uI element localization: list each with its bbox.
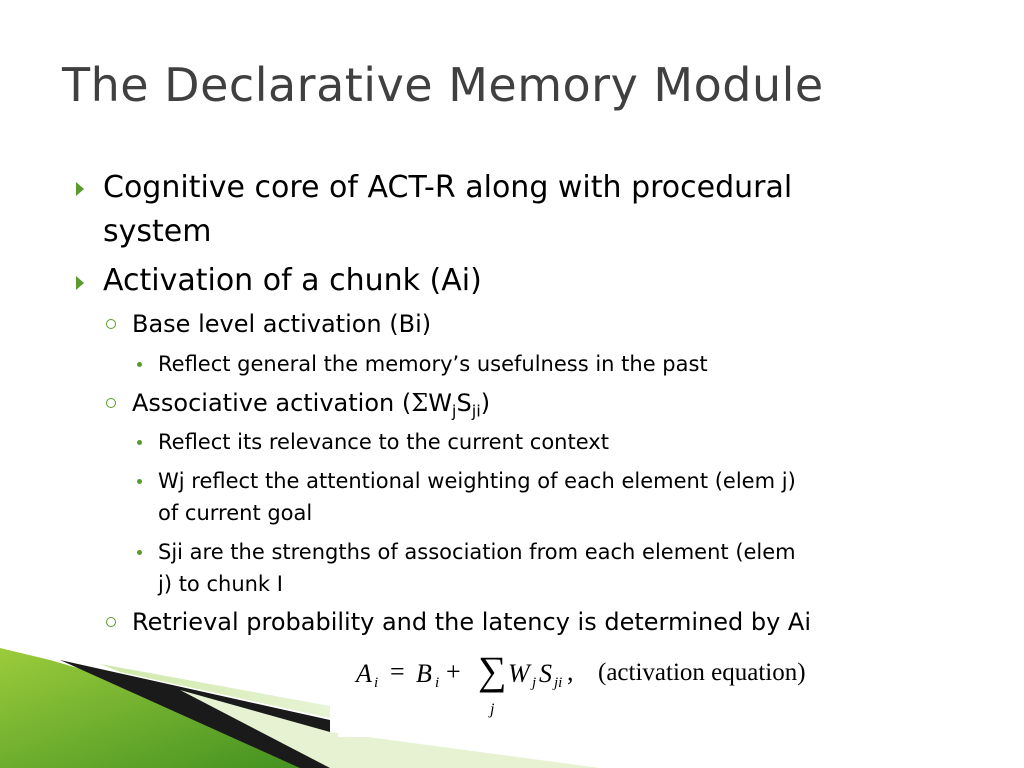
bullet-cognitive-core-cont: system [103,214,212,249]
assoc-w: W [428,389,452,417]
eq-plus: + [446,657,461,686]
assoc-suffix: ) [480,389,491,417]
slide-title: The Declarative Memory Module [62,58,824,112]
bullet-wj: Wj reflect the attentional weighting of each element (elem j) [158,469,796,493]
dot-bullet-icon [137,440,142,445]
eq-b: B [416,659,432,688]
bullet-associative [132,385,490,421]
eq-comma: , [567,657,574,686]
eq-b-sub: i [435,675,440,691]
dot-bullet-icon [137,550,142,555]
triangle-bullet-icon [76,276,84,290]
eq-sum-index: j [490,701,495,718]
dot-bullet-icon [137,362,142,367]
assoc-j: j [451,401,457,421]
bullet-retrieval: Retrieval probability and the latency is determined by Ai [132,608,812,636]
circle-bullet-icon [106,319,116,329]
eq-equals: = [390,657,405,686]
eq-w-sub: j [532,675,537,691]
eq-a: A [356,659,372,688]
triangle-bullet-icon [76,182,84,196]
bullet-activation-chunk: Activation of a chunk (Ai) [103,263,482,298]
assoc-prefix: Associative activation ( [132,389,412,417]
assoc-ji: ji [471,401,481,421]
bullet-relevance: Reflect its relevance to the current context [158,430,609,454]
assoc-s: S [456,389,472,417]
eq-w: W [508,659,530,688]
sigma-symbol: Σ [411,389,429,417]
eq-s-sub: ji [554,675,563,691]
eq-a-sub: i [374,675,379,691]
bullet-sji: Sji are the strengths of association from each element (elem [158,540,796,564]
circle-bullet-icon [106,398,116,408]
activation-equation [338,645,844,737]
eq-s: S [539,659,552,688]
dot-bullet-icon [137,479,142,484]
bullet-sji-cont: j) to chunk I [158,572,283,596]
bullet-base-level: Base level activation (Bi) [132,310,432,338]
bullet-cognitive-core: Cognitive core of ACT-R along with procedural [103,170,793,205]
eq-sum: ∑ [478,648,507,693]
bullet-usefulness: Reflect general the memory’s usefulness in the past [158,352,708,376]
eq-label: (activation equation) [598,659,806,686]
bullet-wj-cont: of current goal [158,501,313,525]
